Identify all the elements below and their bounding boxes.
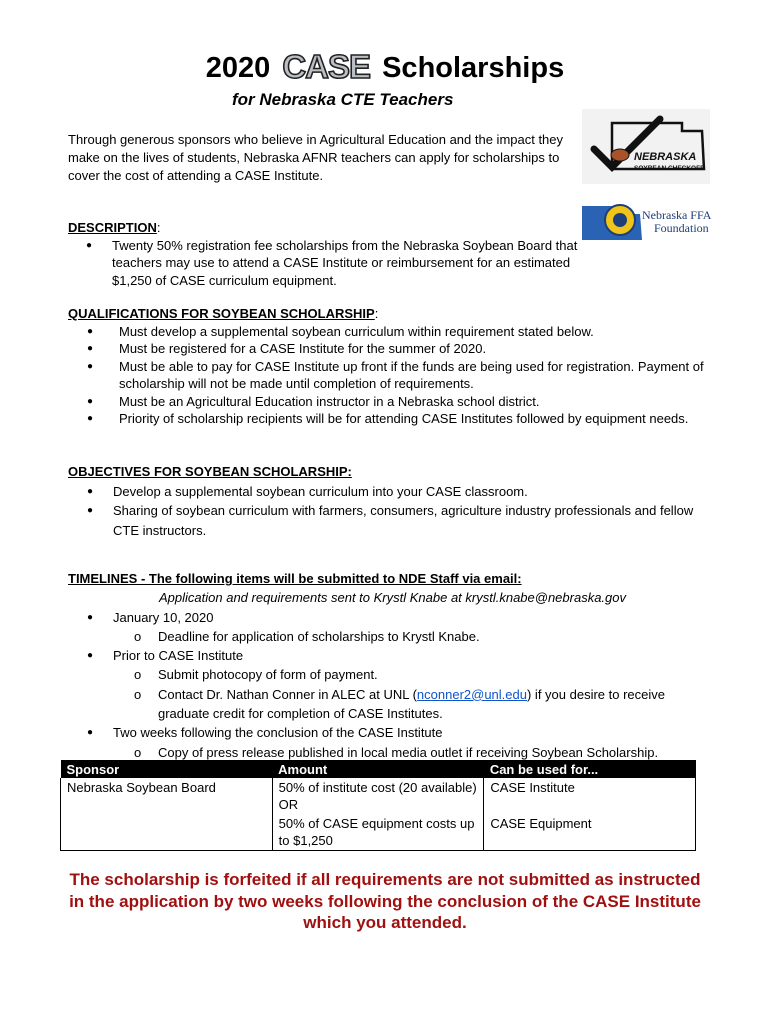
timeline-sub-text: Contact Dr. Nathan Conner in ALEC at UNL ( <box>158 686 417 702</box>
timelines-section <box>68 569 718 762</box>
forfeit-notice: The scholarship is forfeited if all requirements are not submitted as instructed in the application by two weeks following the conclusion of the CASE Institute which you attended. <box>69 870 701 932</box>
table-cell: Nebraska Soybean Board <box>61 778 273 814</box>
title-year: 2020 <box>205 52 271 84</box>
timeline-item: ● Two weeks following the conclusion of the CASE Institute <box>68 723 718 742</box>
objectives-heading: OBJECTIVES FOR SOYBEAN SCHOLARSHIP: <box>68 464 352 479</box>
qualifications-heading: QUALIFICATIONS FOR SOYBEAN SCHOLARSHIP <box>68 306 375 321</box>
qualification-item: ● Must be able to pay for CASE Institute up front if the funds are being used for registration. Payment of scholarship will not be made until completion of requirements. <box>68 358 718 393</box>
table-cell: CASE Equipment <box>484 814 696 851</box>
table-cell: 50% of CASE equipment costs up to $1,250 <box>272 814 484 851</box>
timeline-sub-text: ) if you desire to receive graduate credit for completion of CASE Institutes. <box>158 686 665 722</box>
table-row <box>61 814 696 851</box>
title-rest: Scholarships <box>382 52 565 84</box>
qualifications-colon: : <box>374 306 379 321</box>
table-row <box>61 778 696 814</box>
timeline-subitem: o Copy of press release published in local media outlet if receiving Soybean Scholarship. <box>68 743 718 762</box>
description-item <box>67 237 728 290</box>
timeline-item <box>68 608 718 627</box>
soybean-logo-name: NEBRASKA <box>634 151 697 163</box>
nebraska-soybean-checkoff-logo <box>582 109 710 184</box>
description-heading: DESCRIPTION <box>68 220 157 235</box>
email-link[interactable]: nconner2@unl.edu <box>416 686 527 702</box>
column-header: Can be used for... <box>484 760 696 778</box>
qualifications-section <box>68 305 718 428</box>
qualification-item: ● Must be an Agricultural Education instructor in a Nebraska school district. <box>68 393 718 411</box>
table-cell <box>61 814 273 851</box>
table-header-row <box>61 760 696 778</box>
description-colon: : <box>156 220 161 235</box>
qualification-item: ● Must be registered for a CASE Institute for the summer of 2020. <box>68 340 718 358</box>
intro-paragraph: Through generous sponsors who believe in Agricultural Education and the impact they make on the lives of students, Nebraska AFNR teachers can apply for scholarships to cover the cost of attending a CASE Institute. <box>68 132 564 183</box>
ffa-logo-line2: Foundation <box>654 221 709 235</box>
timelines-heading: TIMELINES - The following items will be submitted to NDE Staff via email: <box>68 571 522 586</box>
case-logo-text: CASE <box>282 48 371 85</box>
column-header: Amount <box>272 760 484 778</box>
timeline-item: ● Prior to CASE Institute <box>68 646 718 665</box>
qualification-item: ● Must develop a supplemental soybean curriculum within requirement stated below. <box>68 323 718 341</box>
timelines-note: Application and requirements sent to Krystl Knabe at krystl.knabe@nebraska.gov <box>159 590 627 606</box>
description-section <box>68 219 728 289</box>
objective-item: ● Sharing of soybean curriculum with farmers, consumers, agriculture industry professionals and fellow CTE instructors. <box>68 501 708 540</box>
timeline-subitem: o Deadline for application of scholarships to Krystl Knabe. <box>68 627 718 646</box>
page-subtitle: for Nebraska CTE Teachers <box>232 90 454 109</box>
objective-item: ● Develop a supplemental soybean curriculum into your CASE classroom. <box>68 482 708 502</box>
timeline-subitem: o Submit photocopy of form of payment. <box>68 665 718 684</box>
sponsor-table <box>60 760 696 851</box>
timeline-subitem <box>68 685 718 724</box>
timeline-date1: January 10, 2020 <box>113 609 214 625</box>
table-cell: CASE Institute <box>484 778 696 814</box>
table-cell: 50% of institute cost (20 available) OR <box>272 778 484 814</box>
objectives-section <box>68 462 708 540</box>
page-title <box>0 48 770 86</box>
soybean-logo-sub: SOYBEAN CHECKOFF <box>634 165 705 172</box>
qualification-item: ● Priority of scholarship recipients will be for attending CASE Institutes followed by equipment needs. <box>68 410 718 428</box>
description-item-text: ● Twenty 50% registration fee scholarships from the Nebraska Soybean Board that teachers may use to attend a CASE Institute or reimbursement for an estimated $1,250 of CASE curriculum equipment. <box>112 237 578 288</box>
ffa-logo-line1: Nebraska FFA <box>642 208 712 222</box>
column-header: Sponsor <box>61 760 273 778</box>
